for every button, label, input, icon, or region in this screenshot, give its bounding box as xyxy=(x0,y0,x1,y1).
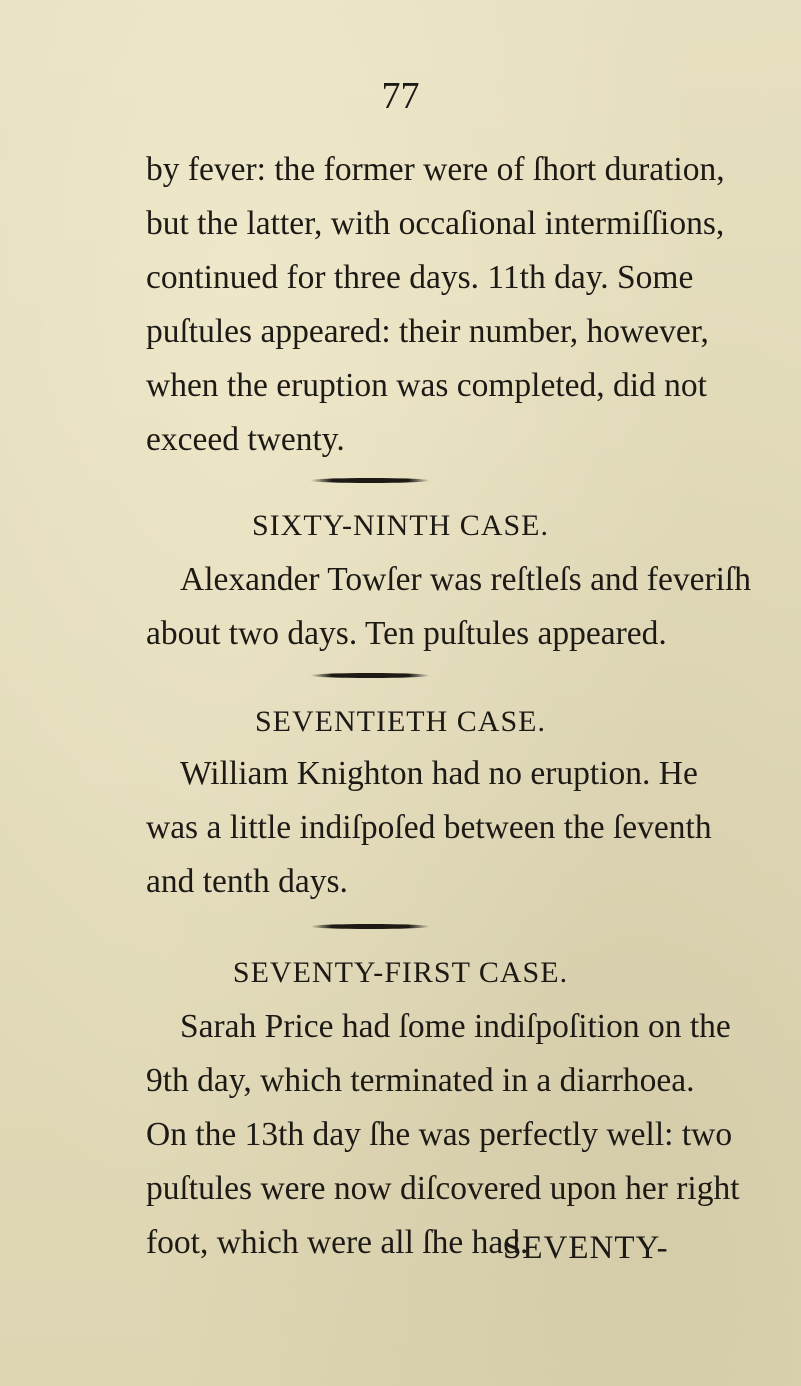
catchword: SEVENTY- xyxy=(503,1230,669,1266)
case-line: Sarah Price had ſome indiſpoſition on the xyxy=(180,1008,731,1045)
case-heading-seventieth: SEVENTIETH CASE. xyxy=(255,705,546,738)
paragraph-line-last: exceed twenty. xyxy=(146,421,345,458)
case-line: 9th day, which terminated in a diarrhoea. xyxy=(146,1062,695,1099)
case-line-last: foot, which were all ſhe had. xyxy=(146,1224,529,1261)
paragraph-line: puſtules appeared: their number, however, xyxy=(146,313,709,350)
case-line: was a little indiſpoſed between the ſeventh xyxy=(146,809,712,846)
case-heading-seventy-first: SEVENTY-FIRST CASE. xyxy=(232,956,569,989)
section-divider xyxy=(310,924,430,929)
case-line: On the 13th day ſhe was perfectly well: two xyxy=(146,1116,733,1153)
case-heading-sixty-ninth: SIXTY-NINTH CASE. xyxy=(252,509,549,542)
case-line-last: about two days. Ten puſtules appeared. xyxy=(146,615,667,652)
section-divider xyxy=(310,673,430,678)
case-line: William Knighton had no eruption. He xyxy=(180,755,698,792)
paragraph-line: but the latter, with occaſional intermiſſions, xyxy=(146,205,725,242)
paragraph-line: by fever: the former were of ſhort duration, xyxy=(146,151,725,188)
case-line: Alexander Towſer was reſtleſs and feveriſh xyxy=(180,561,751,598)
page-number: 77 xyxy=(381,75,420,117)
paragraph-line: when the eruption was completed, did not xyxy=(146,367,707,404)
case-line-last: and tenth days. xyxy=(146,863,348,900)
section-divider xyxy=(310,478,430,483)
case-line: puſtules were now diſcovered upon her right xyxy=(146,1170,740,1207)
paragraph-line: continued for three days. 11th day. Some xyxy=(146,259,694,296)
